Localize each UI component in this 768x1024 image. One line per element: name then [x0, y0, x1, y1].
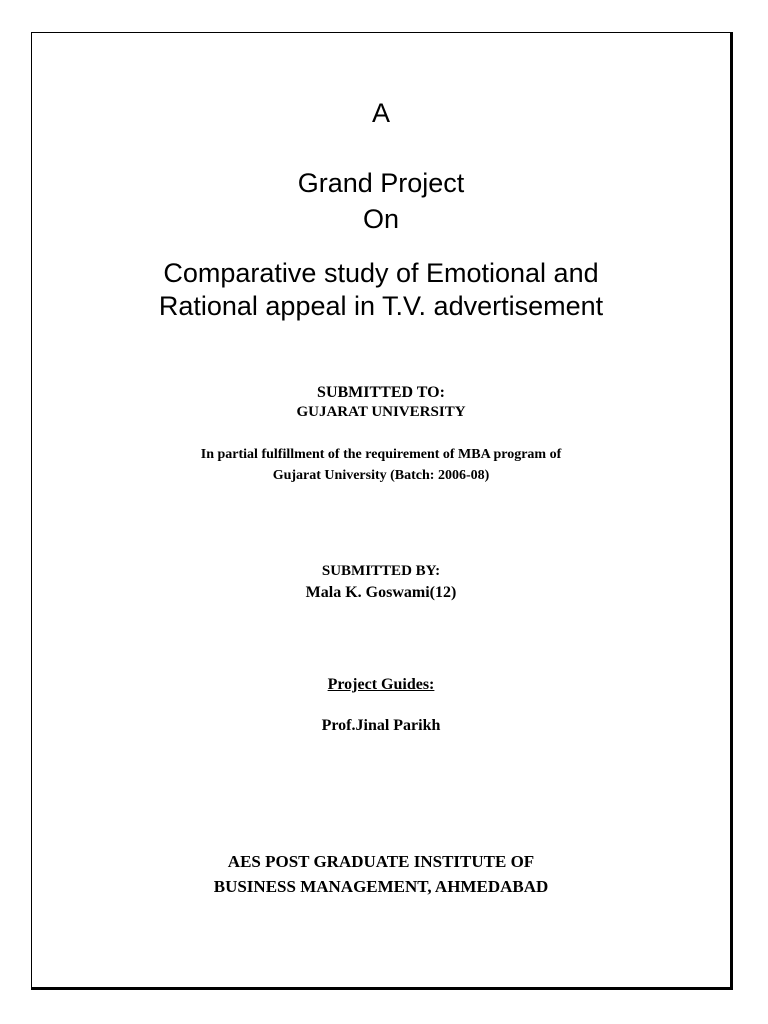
project-guides-label: Project Guides:	[327, 676, 435, 693]
cover-page	[31, 32, 733, 990]
article-a: A	[371, 98, 390, 128]
title-line-1: Comparative study of Emotional and	[163, 258, 599, 288]
university-name: GUJARAT UNIVERSITY	[296, 404, 466, 420]
student-name: Mala K. Goswami(12)	[305, 584, 457, 601]
guide-name: Prof.Jinal Parikh	[321, 717, 441, 734]
submitted-to-label: SUBMITTED TO:	[317, 384, 445, 401]
fulfillment-line-2: Gujarat University (Batch: 2006-08)	[272, 468, 490, 483]
institute-line-1: AES POST GRADUATE INSTITUTE OF	[227, 852, 535, 871]
project-type: Grand Project	[297, 168, 465, 198]
title-line-2: Rational appeal in T.V. advertisement	[158, 291, 604, 321]
preposition-on: On	[362, 204, 400, 234]
submitted-by-label: SUBMITTED BY:	[321, 563, 441, 579]
institute-line-2: BUSINESS MANAGEMENT, AHMEDABAD	[213, 877, 549, 896]
fulfillment-line-1: In partial fulfillment of the requirement of MBA program of	[200, 447, 562, 462]
